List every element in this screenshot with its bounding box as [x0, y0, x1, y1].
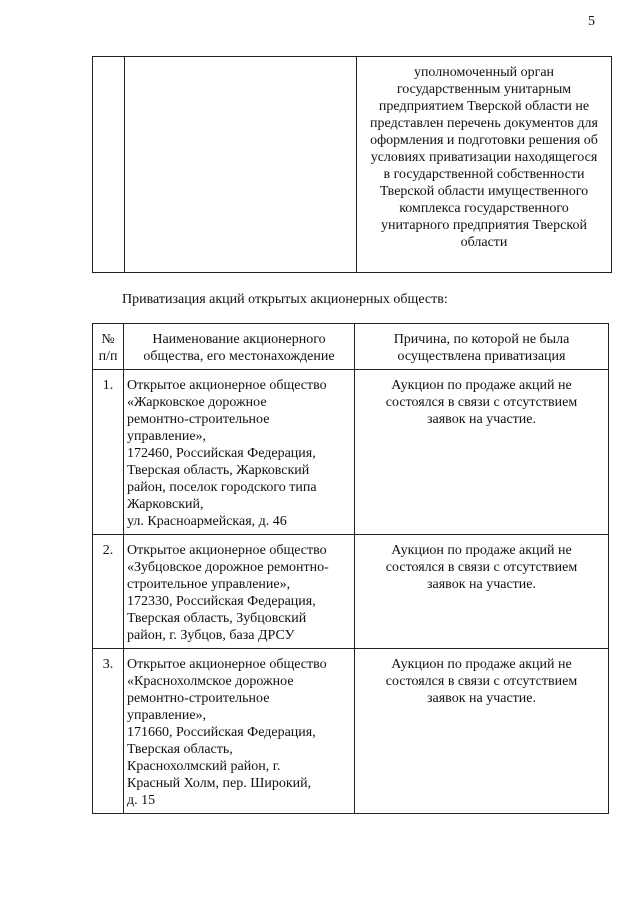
- table-row: [93, 535, 609, 649]
- continuation-table: [92, 56, 612, 273]
- row-num: 3.: [93, 649, 124, 814]
- table-row: [93, 649, 609, 814]
- continuation-cell-reason: [357, 57, 612, 273]
- continuation-cell-num: [93, 57, 125, 273]
- row-company-name: Открытое акционерное общество «Жарковское дорожное ремонтно-строительное управление», 172460, Российская Федерация, Тверская область, Жарковский район, поселок городского типа Жарковский, ул. Красноармейская, д. 46: [124, 370, 355, 535]
- continuation-cell-name: [125, 57, 357, 273]
- table-row: [93, 57, 612, 273]
- row-company-name: Открытое акционерное общество «Зубцовское дорожное ремонтно- строительное управление», 172330, Российская Федерация, Тверская область, Зубцовский район, г. Зубцов, база ДРСУ: [124, 535, 355, 649]
- table-header-row: [93, 324, 609, 370]
- continuation-reason-text: уполномоченный орган государственным унитарным предприятием Тверской области не представлен перечень документов для оформления и подготовки решения об условиях приватизации находящегося в государственной собственности Тверской области имущественного комплекса государственного унитарного предприятия Тверской области: [370, 65, 598, 250]
- shares-privatization-table: [92, 323, 609, 814]
- header-name: Наименование акционерного общества, его местонахождение: [124, 324, 355, 370]
- row-company-name: Открытое акционерное общество «Краснохолмское дорожное ремонтно-строительное управление», 171660, Российская Федерация, Тверская область, Краснохолмский район, г. Красный Холм, пер. Широкий, д. 15: [124, 649, 355, 814]
- row-reason: Аукцион по продаже акций не состоялся в связи с отсутствием заявок на участие.: [355, 370, 609, 535]
- row-reason: Аукцион по продаже акций не состоялся в связи с отсутствием заявок на участие.: [355, 649, 609, 814]
- page-number: 5: [588, 14, 595, 29]
- row-num: 1.: [93, 370, 124, 535]
- header-reason: Причина, по которой не была осуществлена приватизация: [355, 324, 609, 370]
- row-num: 2.: [93, 535, 124, 649]
- section-heading: Приватизация акций открытых акционерных обществ:: [122, 292, 448, 307]
- header-num: № п/п: [93, 324, 124, 370]
- table-row: [93, 370, 609, 535]
- row-reason: Аукцион по продаже акций не состоялся в связи с отсутствием заявок на участие.: [355, 535, 609, 649]
